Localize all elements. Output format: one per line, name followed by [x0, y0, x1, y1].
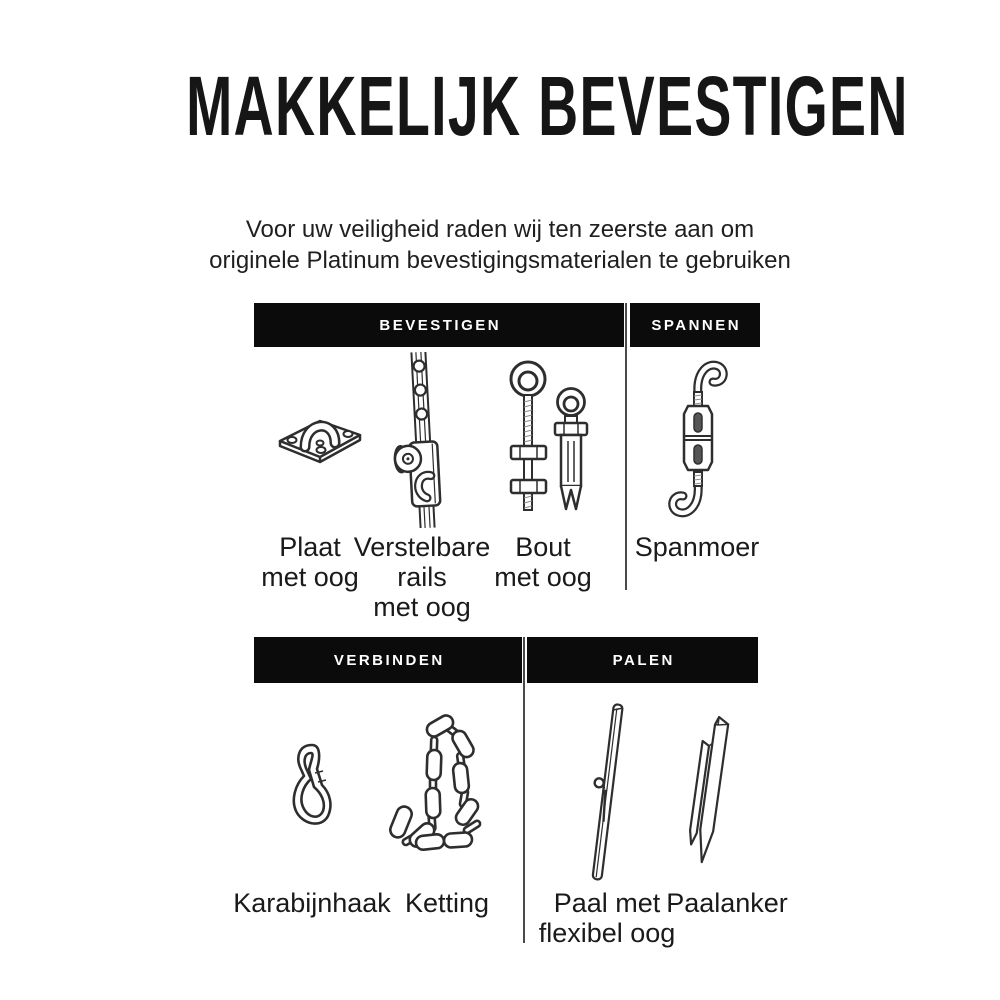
item-label-spanmoer: Spanmoer: [634, 532, 760, 562]
subtitle-line-2: originele Platinum bevestigingsmaterialen te gebruiken: [209, 247, 791, 274]
pole-anchor-icon: [678, 712, 734, 880]
section-header-palen: PALEN: [527, 637, 758, 683]
item-label-verstelbare-rails: Verstelbare rails met oog: [353, 532, 491, 622]
pole-with-flexible-eye-icon: [586, 700, 630, 886]
item-label-ketting: Ketting: [404, 888, 490, 918]
item-label-bout-met-oog: Bout met oog: [494, 532, 592, 592]
subtitle: [0, 214, 1000, 276]
adjustable-rail-with-eye-icon: [384, 352, 462, 528]
plate-with-eye-icon: [274, 405, 366, 467]
section-header-bevestigen: BEVESTIGEN: [254, 303, 624, 347]
item-label-paalanker: Paalanker: [666, 888, 788, 918]
item-label-karabijnhaak: Karabijnhaak: [233, 888, 391, 918]
page-title: MAKKELIJK BEVESTIGEN: [186, 59, 909, 153]
eye-bolt-icon: [498, 356, 598, 522]
carabiner-icon: [287, 742, 337, 828]
section-header-verbinden: VERBINDEN: [254, 637, 522, 683]
turnbuckle-icon: [652, 356, 742, 522]
subtitle-line-1: Voor uw veiligheid raden wij ten zeerste aan om: [245, 216, 755, 243]
item-label-plaat-met-oog: Plaat met oog: [261, 532, 359, 592]
item-label-paal-met-flexibel-oog: Paal met flexibel oog: [538, 888, 676, 948]
section-header-spannen: SPANNEN: [630, 303, 760, 347]
chain-icon: [388, 706, 492, 858]
